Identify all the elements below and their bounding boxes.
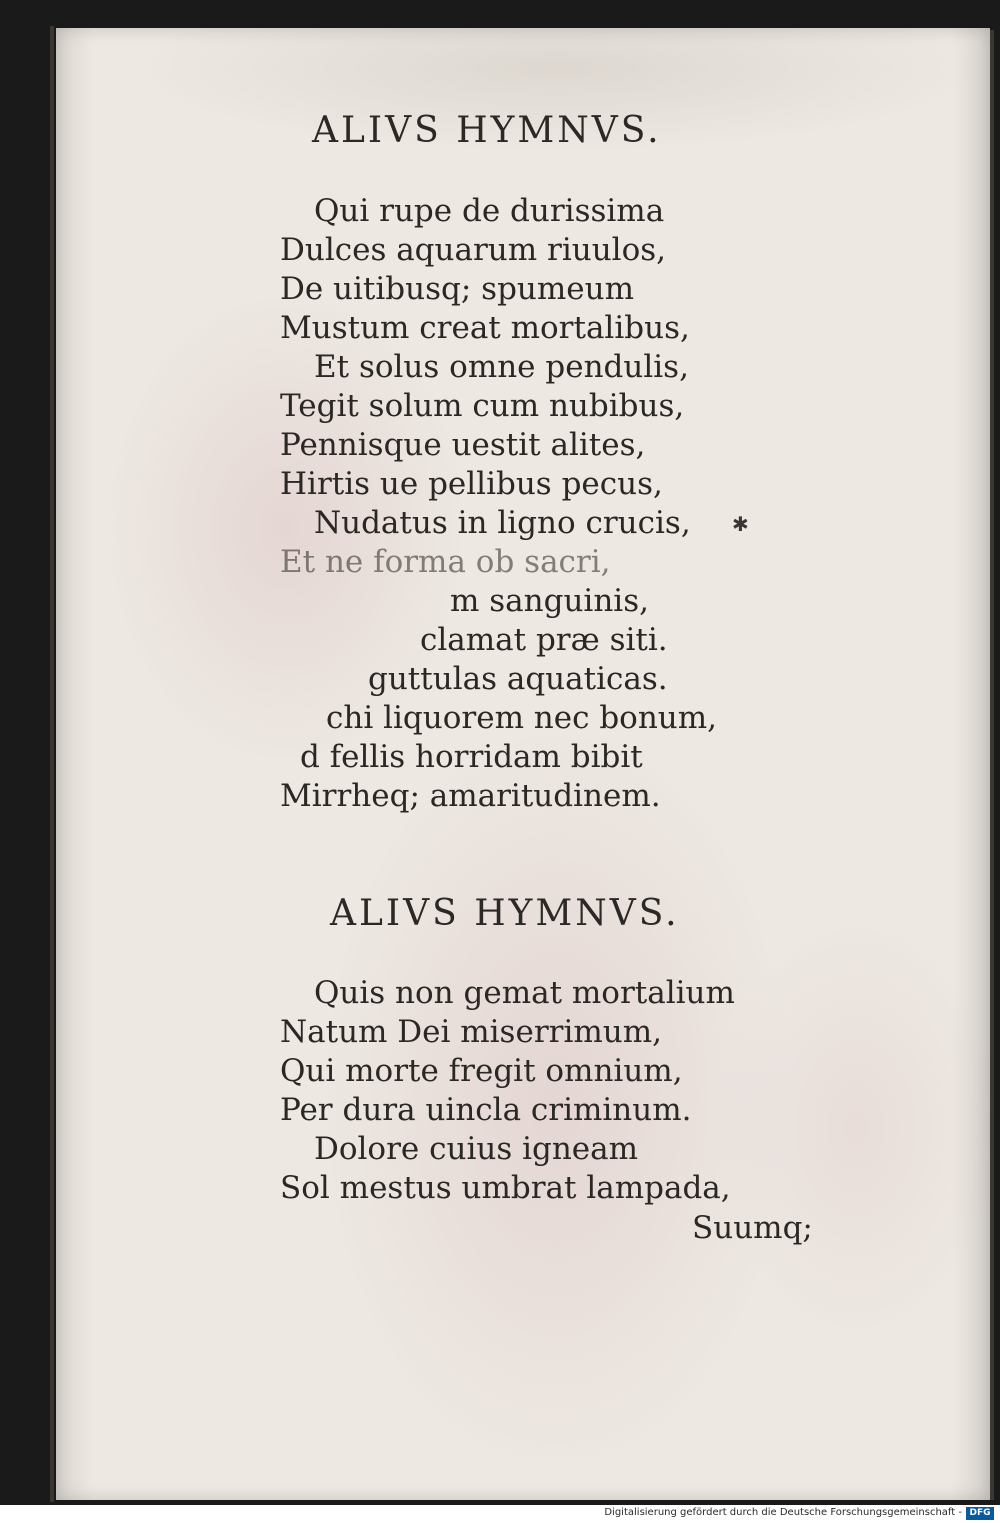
catchword: Suumq;: [692, 1210, 813, 1246]
footer-credit: Digitalisierung gefördert durch die Deutsche Forschungsgemeinschaft -: [604, 1507, 962, 1518]
verse-line: Dolore cuius igneam: [314, 1131, 639, 1167]
verse-line: Qui rupe de durissima: [314, 193, 665, 229]
verse-line: clamat præ siti.: [420, 622, 668, 658]
verse-line: Sol mestus umbrat lampada,: [280, 1170, 731, 1206]
verse-line: Natum Dei miserrimum,: [280, 1014, 662, 1050]
verse-line: m sanguinis,: [450, 583, 649, 619]
dfg-logo-icon: DFG: [966, 1507, 994, 1520]
verse-line: Hirtis ue pellibus pecus,: [280, 466, 663, 502]
hymn-heading-1: ALIVS HYMNVS.: [312, 110, 662, 151]
verse-line: Mustum creat mortalibus,: [280, 310, 690, 346]
verse-line: Qui morte fregit omnium,: [280, 1053, 683, 1089]
hymn-2-verses: [280, 974, 735, 1208]
verse-line: Tegit solum cum nubibus,: [280, 388, 685, 424]
verse-line: Quis non gemat mortalium: [314, 975, 735, 1011]
verse-line: guttulas aquaticas.: [368, 661, 668, 697]
verse-line: chi liquorem nec bonum,: [326, 700, 718, 736]
verse-line: Mirrheq; amaritudinem.: [280, 778, 661, 814]
verse-line: Nudatus in ligno crucis,: [314, 505, 691, 541]
verse-line: Et ne forma ob sacri,: [280, 544, 611, 580]
asterisk-mark: ✱: [732, 512, 749, 536]
verse-line: Pennisque uestit alites,: [280, 427, 646, 463]
page-left-edge: [50, 26, 54, 1502]
verse-line: Et solus omne pendulis,: [314, 349, 689, 385]
verse-line: d fellis horridam bibit: [300, 739, 643, 775]
verse-line: Per dura uincla criminum.: [280, 1092, 692, 1128]
hymn-heading-2: ALIVS HYMNVS.: [330, 893, 680, 934]
hymn-1-verses: [280, 192, 717, 816]
verse-line: De uitibusq; spumeum: [280, 271, 634, 307]
page-right-edge: [990, 30, 994, 1500]
verse-line: Dulces aquarum riuulos,: [280, 232, 667, 268]
